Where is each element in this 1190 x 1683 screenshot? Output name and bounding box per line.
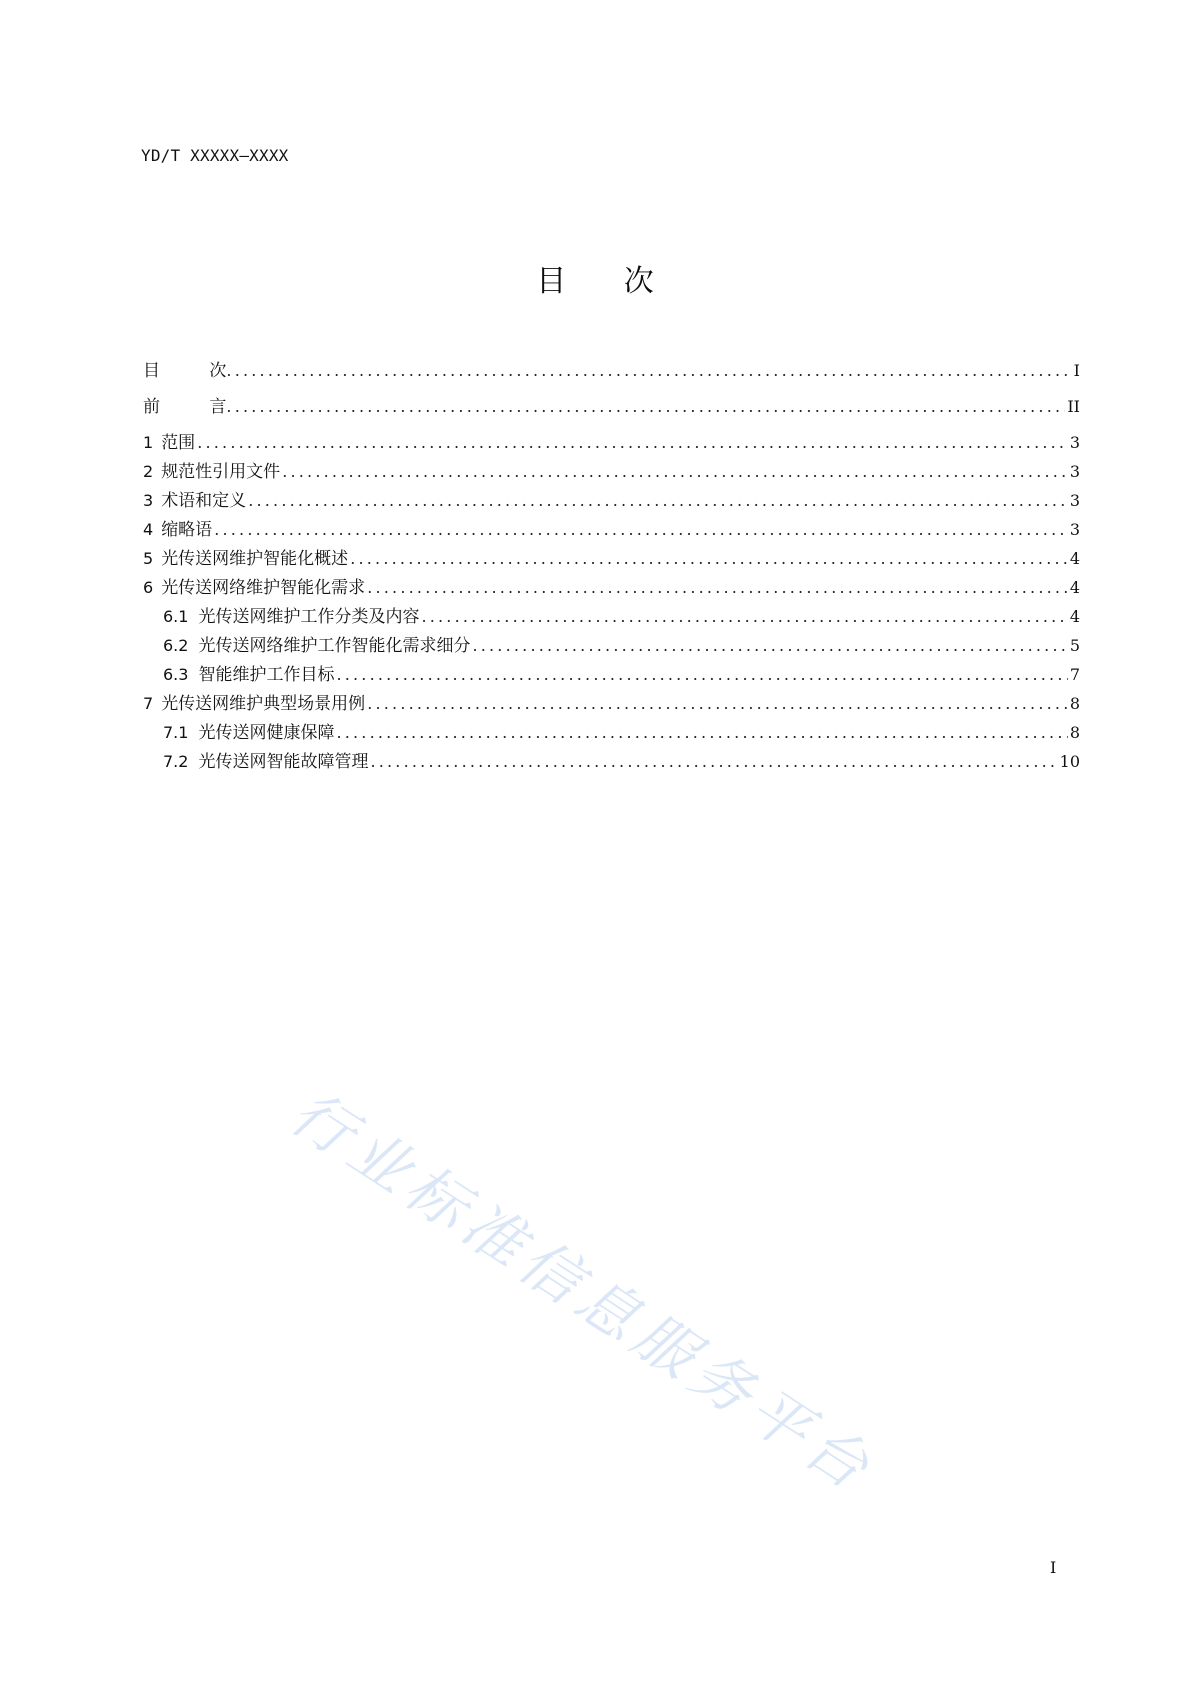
toc-entry[interactable] bbox=[143, 606, 1080, 635]
toc-entry-page: 3 bbox=[1069, 462, 1080, 481]
toc-entry-page: 3 bbox=[1069, 433, 1080, 452]
toc-entry[interactable] bbox=[143, 548, 1080, 577]
toc-dot-leader bbox=[421, 606, 1067, 628]
toc-entry-label: 智能维护工作目标 bbox=[198, 665, 335, 685]
toc-entry-number: 4 bbox=[143, 520, 154, 539]
toc-entry-number: 6.2 bbox=[163, 636, 189, 655]
page-number: I bbox=[1050, 1558, 1057, 1577]
toc-dot-leader bbox=[472, 635, 1067, 657]
toc-entry-label: 范围 bbox=[161, 433, 196, 453]
toc-entry[interactable] bbox=[143, 722, 1080, 751]
toc-dot-leader bbox=[248, 490, 1068, 512]
toc-dot-leader bbox=[214, 519, 1068, 541]
page-title: 目 次 bbox=[536, 264, 678, 299]
toc-entry-label: 光传送网络维护智能化需求 bbox=[161, 578, 366, 598]
toc-dot-leader bbox=[282, 461, 1068, 483]
toc-entry-label: 光传送网智能故障管理 bbox=[198, 752, 369, 772]
toc-entry-label: 光传送网维护智能化概述 bbox=[161, 549, 349, 569]
watermark: 行业标准信息服务平台 bbox=[278, 1077, 887, 1507]
table-of-contents bbox=[143, 360, 1080, 780]
toc-entry-label: 术语和定义 bbox=[161, 491, 247, 511]
toc-entry-page: 5 bbox=[1069, 636, 1080, 655]
toc-entry-label: 规范性引用文件 bbox=[161, 462, 281, 482]
toc-dot-leader bbox=[367, 693, 1068, 715]
toc-entry-page: 8 bbox=[1069, 723, 1080, 742]
toc-dot-leader bbox=[197, 432, 1068, 454]
toc-entry[interactable] bbox=[143, 664, 1080, 693]
document-code: YD/T XXXXX—XXXX bbox=[141, 146, 289, 165]
toc-entry-number: 7.1 bbox=[163, 723, 189, 742]
toc-entry-label: 光传送网维护典型场景用例 bbox=[161, 694, 366, 714]
toc-entry-number: 6.3 bbox=[163, 665, 189, 684]
toc-entry-label: 光传送网络维护工作智能化需求细分 bbox=[198, 636, 471, 656]
toc-entry-label: 光传送网健康保障 bbox=[198, 723, 335, 743]
toc-entry-number: 6 bbox=[143, 578, 154, 597]
toc-entry-page: 10 bbox=[1059, 752, 1080, 771]
toc-entry-page: 4 bbox=[1069, 549, 1080, 568]
toc-dot-leader bbox=[370, 751, 1057, 773]
toc-entry-number: 6.1 bbox=[163, 607, 189, 626]
toc-dot-leader bbox=[350, 548, 1068, 570]
toc-entry[interactable] bbox=[143, 490, 1080, 519]
toc-entry[interactable] bbox=[143, 751, 1080, 780]
toc-entry[interactable] bbox=[143, 577, 1080, 606]
toc-entry-number: 7 bbox=[143, 694, 154, 713]
toc-entry[interactable] bbox=[143, 360, 1080, 396]
toc-entry-number: 5 bbox=[143, 549, 154, 568]
toc-entry-number: 1 bbox=[143, 433, 154, 452]
toc-entry[interactable] bbox=[143, 519, 1080, 548]
toc-entry-page: II bbox=[1067, 397, 1080, 416]
toc-entry-number: 7.2 bbox=[163, 752, 189, 771]
toc-entry[interactable] bbox=[143, 461, 1080, 490]
toc-entry[interactable] bbox=[143, 396, 1080, 432]
toc-entry-page: I bbox=[1073, 361, 1080, 380]
toc-entry-number: 2 bbox=[143, 462, 154, 481]
toc-entry-label: 缩略语 bbox=[161, 520, 213, 540]
toc-dot-leader bbox=[226, 396, 1065, 418]
toc-dot-leader bbox=[336, 664, 1067, 686]
toc-entry-label: 前 言 bbox=[143, 397, 249, 417]
toc-dot-leader bbox=[226, 360, 1071, 382]
toc-entry-label: 光传送网维护工作分类及内容 bbox=[198, 607, 420, 627]
toc-entry-number: 3 bbox=[143, 491, 154, 510]
toc-dot-leader bbox=[336, 722, 1067, 744]
toc-entry-page: 3 bbox=[1069, 491, 1080, 510]
toc-entry[interactable] bbox=[143, 693, 1080, 722]
toc-entry[interactable] bbox=[143, 432, 1080, 461]
toc-dot-leader bbox=[367, 577, 1068, 599]
toc-entry-label: 目 次 bbox=[143, 361, 249, 381]
toc-entry-page: 4 bbox=[1069, 578, 1080, 597]
toc-entry-page: 3 bbox=[1069, 520, 1080, 539]
toc-entry[interactable] bbox=[143, 635, 1080, 664]
toc-entry-page: 8 bbox=[1069, 694, 1080, 713]
toc-entry-page: 7 bbox=[1069, 665, 1080, 684]
toc-entry-page: 4 bbox=[1069, 607, 1080, 626]
